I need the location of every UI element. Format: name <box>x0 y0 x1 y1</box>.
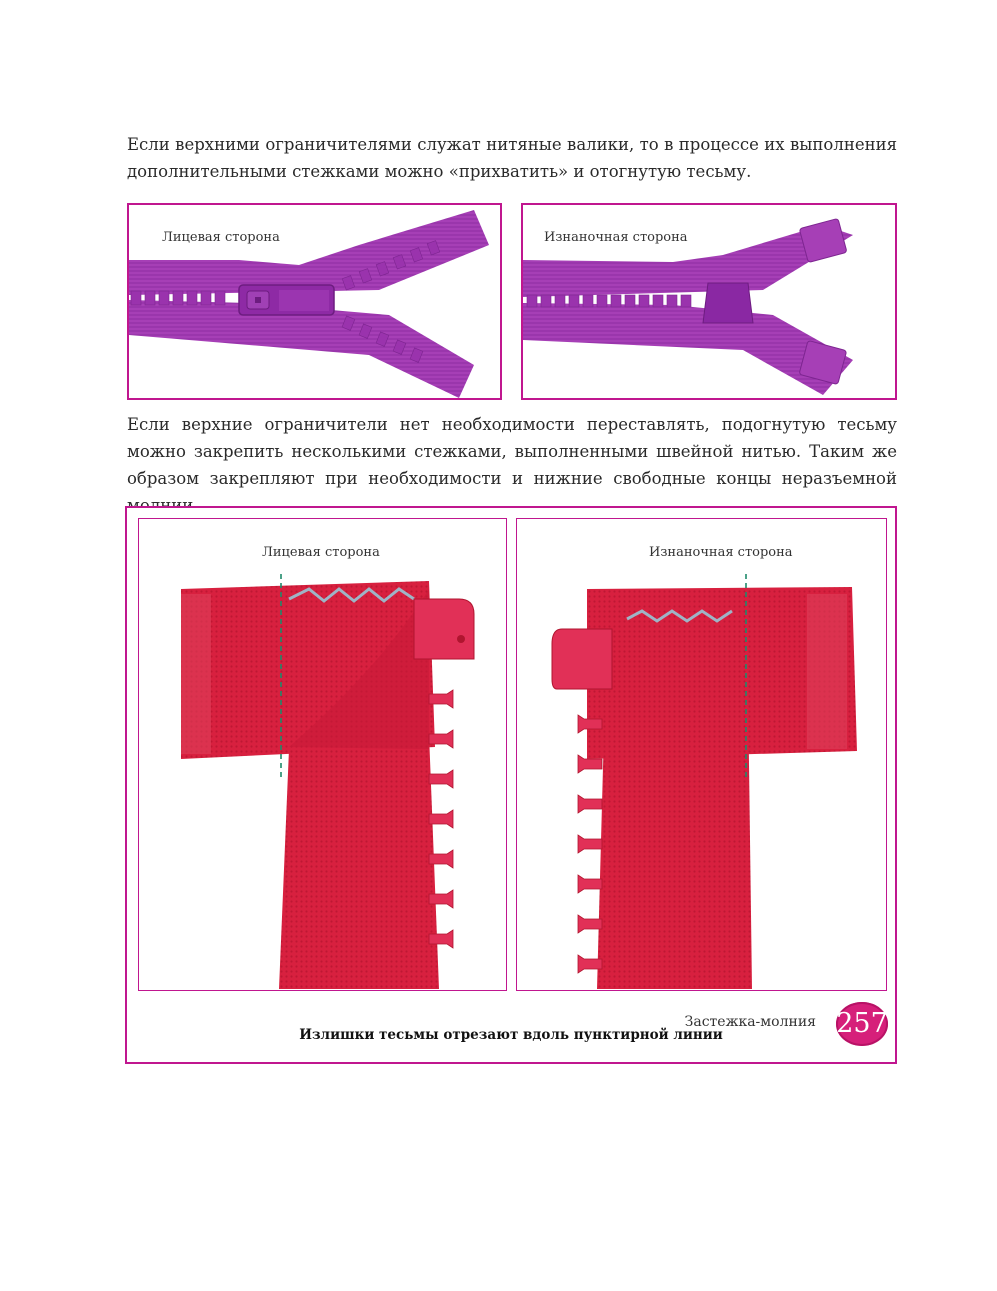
figure2-left-panel <box>138 518 507 991</box>
red-zipper-front-photo <box>139 519 505 989</box>
paragraph-thread-stops: Если верхними ограничителями служат нитяные валики, то в процессе их выполнения дополнительными стежками можно «прихватить» и отогнутую тесьму. <box>127 135 897 181</box>
page-number-badge: 257 <box>836 1002 888 1046</box>
footer-section-title: Застежка-молния <box>684 1014 816 1030</box>
figure2-right-caption: Изнаночная сторона <box>649 545 793 560</box>
figure2-outer-frame <box>125 506 897 1064</box>
figure1-right-caption: Изнаночная сторона <box>544 230 688 245</box>
figure2-caption: Излишки тесьмы отрезают вдоль пунктирной линии <box>299 1027 723 1043</box>
figure1-right-panel <box>521 203 897 400</box>
figure2-left-caption: Лицевая сторона <box>262 545 380 560</box>
figure1-left-panel <box>127 203 502 400</box>
figure2-right-panel <box>516 518 887 991</box>
figure1-left-caption: Лицевая сторона <box>162 230 280 245</box>
red-zipper-back-photo <box>517 519 885 989</box>
paragraph-fix-ends: Если верхние ограничители нет необходимости переставлять, подогнутую тесьму можно закрепить несколькими стежками, выполненными швейной нитью. Таким же образом закрепляют при необходимости и нижние свободные концы неразъемной <box>127 415 897 488</box>
